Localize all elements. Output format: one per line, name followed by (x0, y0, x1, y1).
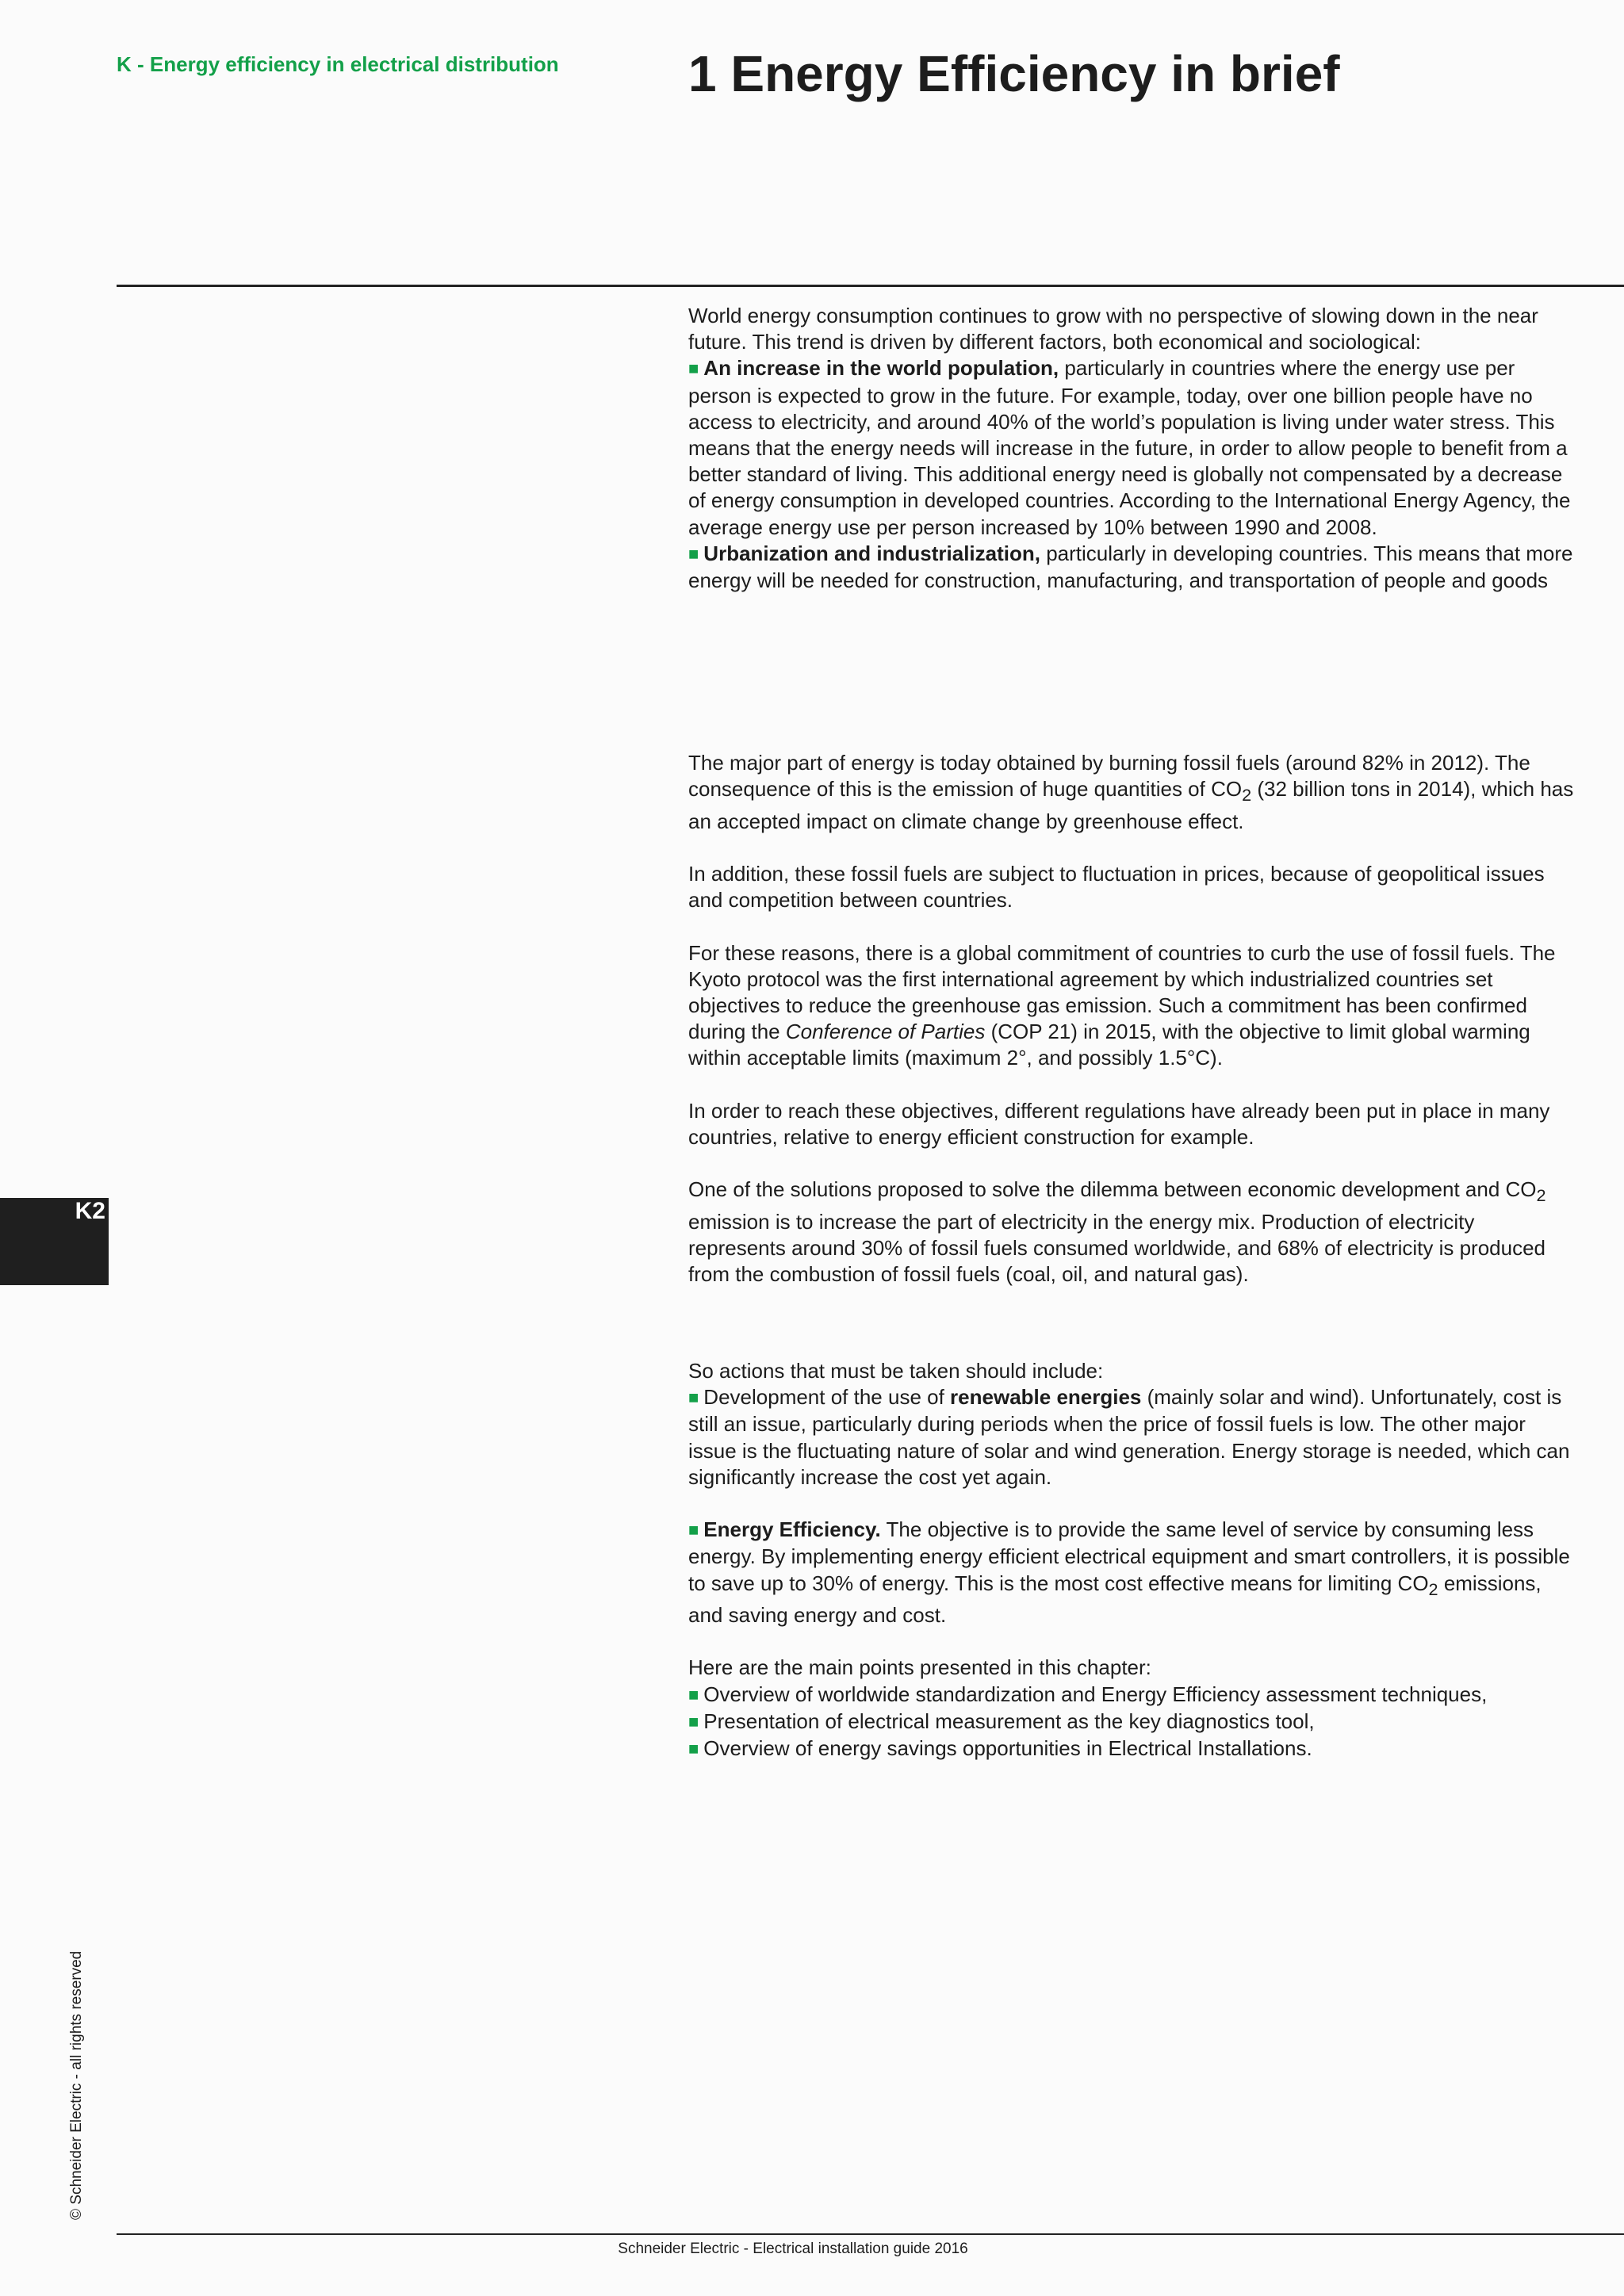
section-fossil-fuels (688, 750, 1576, 1288)
list-item: ■ Urbanization and industrialization, particularly in developing countries. This means that more energy will be needed for construction, manufacturing, and transportation of people and goods (688, 541, 1573, 593)
section-actions (688, 1358, 1576, 1762)
bullet-square-icon: ■ (688, 1739, 699, 1758)
chapter-heading: K - Energy efficiency in electrical distribution (117, 52, 559, 76)
bullet-square-icon: ■ (688, 1387, 699, 1408)
bullet-square-icon: ■ (688, 543, 699, 564)
bullet-square-icon: ■ (688, 358, 699, 379)
paragraph: World energy consumption continues to grow with no perspective of slowing down in the near future. This trend is driven by different factors, both economical and sociological: (688, 304, 1538, 354)
paragraph: The major part of energy is today obtained by burning fossil fuels (around 82% in 2012). The consequence of this is the emission of huge quantities of $CO_2$ (32 billion tons in 2014), which has an accepted impact on climate change by greenhouse effect. (688, 751, 1574, 833)
paragraph: For these reasons, there is a global commitment of countries to curb the use of fossil fuels. The Kyoto protocol was the first international agreement by which industrialized countries set objectives to reduce the greenhouse gas emission. Such a commitment has been confirmed during the Conference of Parties (COP 21) in 2015, with the objective to limit global warming within acceptable limits (maximum 2°, and possibly 1.5°C). (688, 940, 1556, 1070)
list-item: ■ Overview of energy savings opportunities in Electrical Installations. (688, 1735, 1576, 1762)
bullet-square-icon: ■ (688, 1520, 699, 1540)
page-number-tab (0, 1198, 109, 1285)
footer-divider (117, 2233, 1624, 2235)
paragraph: So actions that must be taken should include: (688, 1359, 1104, 1383)
list-item: ■ Overview of worldwide standardization and Energy Efficiency assessment techniques, (688, 1682, 1576, 1709)
header-divider (117, 285, 1624, 287)
paragraph: One of the solutions proposed to solve the dilemma between economic development and $CO_2$ emission is to increase the part of electricity in the energy mix. Production of electricity represents around 30% of fossil fuels consumed worldwide, and 68% of electricity is produced from the combustion of fossil fuels (coal, oil, and natural gas). (688, 1177, 1546, 1287)
page-title: 1 Energy Efficiency in brief (688, 45, 1340, 102)
copyright-notice: © Schneider Electric - all rights reserved (68, 1950, 85, 2220)
section-world-energy (688, 303, 1576, 594)
page-footer (0, 2241, 1624, 2258)
page-number: K2 (75, 1198, 105, 1224)
paragraph: In addition, these fossil fuels are subject to fluctuation in prices, because of geopolitical issues and competition between countries. (688, 861, 1545, 913)
bullet-square-icon: ■ (688, 1711, 699, 1732)
list-item: ■ Development of the use of renewable energies (mainly solar and wind). Unfortunately, cost is still an issue, particularly during periods when the price of fossil fuels is low. The other major issue is the fluctuating nature of solar and wind generation. Energy storage is needed, which can significantly increase the cost yet again. (688, 1385, 1570, 1489)
footer-text: Schneider Electric - Electrical installation guide 2016 (618, 2241, 968, 2257)
list-item: ■ An increase in the world population, particularly in countries where the energy use per person is expected to grow in the future. For example, today, over one billion people have no access to electricity, and around 40% of the world’s population is living under water stress. This means that the energy needs will increase in the future, in order to allow people to benefit from a better standard of living. This additional energy need is globally not compensated by a decrease of energy consumption in developed countries. According to the International Energy Agency, the average energy use per person increased by 10% between 1990 and 2008. (688, 356, 1571, 539)
bullet-square-icon: ■ (688, 1684, 699, 1705)
list-item: ■ Presentation of electrical measurement as the key diagnostics tool, (688, 1709, 1576, 1735)
paragraph: Here are the main points presented in this chapter: (688, 1655, 1151, 1680)
list-item: ■ Energy Efficiency. The objective is to provide the same level of service by consuming less energy. By implementing energy efficient electrical equipment and smart controllers, it is possible to save up to 30% of energy. This is the most cost effective means for limiting $CO_2$ emissions, and saving energy and cost. (688, 1517, 1570, 1627)
paragraph: In order to reach these objectives, different regulations have already been put in place in many countries, relative to energy efficient construction for example. (688, 1098, 1550, 1149)
